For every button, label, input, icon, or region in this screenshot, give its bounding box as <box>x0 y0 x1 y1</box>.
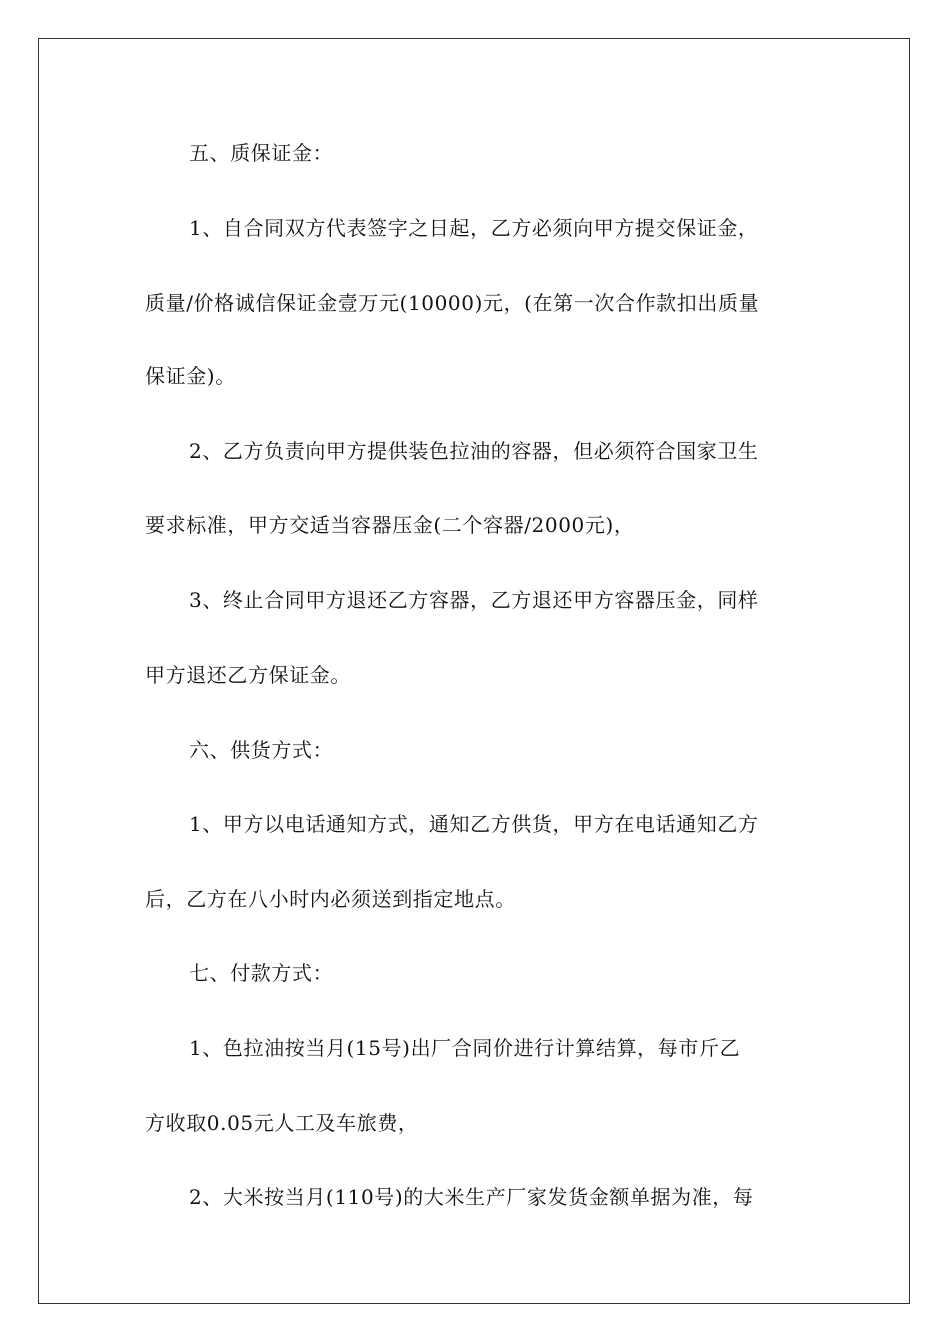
paragraph-line: 保证金)。 <box>145 364 236 388</box>
section-heading-7: 七、付款方式： <box>189 961 334 985</box>
section-heading-5: 五、质保证金： <box>189 141 334 165</box>
paragraph-line: 后，乙方在八小时内必须送到指定地点。 <box>145 887 516 911</box>
paragraph-line: 1、自合同双方代表签字之日起，乙方必须向甲方提交保证金， <box>189 216 759 240</box>
paragraph-line: 质量/价格诚信保证金壹万元(10000)元，(在第一次合作款扣出质量 <box>145 291 760 315</box>
section-heading-6: 六、供货方式： <box>189 738 334 762</box>
paragraph-line: 2、大米按当月(110号)的大米生产厂家发货金额单据为准，每 <box>189 1185 754 1209</box>
paragraph-line: 方收取0.05元人工及车旅费， <box>145 1111 419 1135</box>
paragraph-line: 3、终止合同甲方退还乙方容器，乙方退还甲方容器压金，同样 <box>189 588 759 612</box>
paragraph-line: 2、乙方负责向甲方提供装色拉油的容器，但必须符合国家卫生 <box>189 439 759 463</box>
paragraph-line: 1、甲方以电话通知方式，通知乙方供货，甲方在电话通知乙方 <box>189 812 759 836</box>
paragraph-line: 甲方退还乙方保证金。 <box>145 663 351 687</box>
paragraph-line: 要求标准，甲方交适当容器压金(二个容器/2000元)， <box>145 513 635 537</box>
paragraph-line: 1、色拉油按当月(15号)出厂合同价进行计算结算，每市斤乙 <box>189 1036 741 1060</box>
